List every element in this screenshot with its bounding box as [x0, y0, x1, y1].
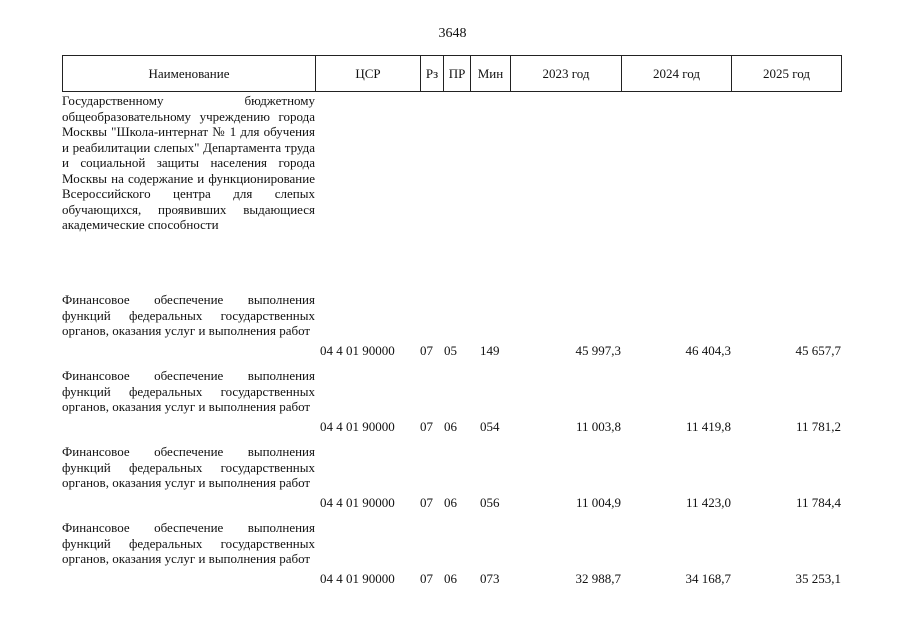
header-rz: Рз: [421, 56, 444, 92]
cell-2024: 11 419,8: [685, 419, 731, 434]
row-name: Финансовое обеспечение выполнения функций федеральных государственных органов, оказания услуг и выполнения работ: [62, 292, 315, 338]
cell-min: 054: [480, 419, 500, 434]
cell-pr: 06: [444, 571, 457, 586]
cell-min: 149: [480, 343, 500, 358]
intro-text: Государственному бюджетному общеобразовательному учреждению города Москвы "Школа-интернат № 1 для обучения и реабилитации слепых" Департамента труда и социальной защиты населения города Москвы на содержание и функционирование Всероссийского центра для слепых обучающихся, проявивших выдающиеся академические способности: [62, 93, 315, 232]
row-values: [62, 571, 841, 587]
cell-csr: 04 4 01 90000: [320, 571, 395, 586]
cell-csr: 04 4 01 90000: [320, 495, 395, 510]
cell-2023: 32 988,7: [575, 571, 621, 586]
page-number: 3648: [438, 26, 467, 41]
row-name: Финансовое обеспечение выполнения функций федеральных государственных органов, оказания услуг и выполнения работ: [62, 444, 315, 490]
row-values: [62, 343, 841, 359]
cell-2025: 11 781,2: [795, 419, 841, 434]
cell-2023: 45 997,3: [575, 343, 621, 358]
table-header: [62, 55, 842, 92]
cell-pr: 06: [444, 495, 457, 510]
cell-rz: 07: [420, 495, 433, 510]
header-2023: 2023 год: [511, 56, 622, 92]
header-name: Наименование: [63, 56, 316, 92]
row-values: [62, 495, 841, 511]
cell-csr: 04 4 01 90000: [320, 419, 395, 434]
cell-2025: 11 784,4: [795, 495, 841, 510]
row-values: [62, 419, 841, 435]
cell-rz: 07: [420, 419, 433, 434]
header-row: [63, 56, 842, 92]
cell-2024: 46 404,3: [685, 343, 731, 358]
cell-min: 073: [480, 571, 500, 586]
header-csr: ЦСР: [316, 56, 421, 92]
cell-2025: 45 657,7: [795, 343, 841, 358]
cell-2023: 11 004,9: [575, 495, 621, 510]
header-2024: 2024 год: [622, 56, 732, 92]
cell-2025: 35 253,1: [795, 571, 841, 586]
cell-rz: 07: [420, 343, 433, 358]
cell-pr: 06: [444, 419, 457, 434]
header-min: Мин: [471, 56, 511, 92]
cell-2024: 11 423,0: [685, 495, 731, 510]
row-name: Финансовое обеспечение выполнения функций федеральных государственных органов, оказания услуг и выполнения работ: [62, 368, 315, 414]
cell-csr: 04 4 01 90000: [320, 343, 395, 358]
header-pr: ПР: [444, 56, 471, 92]
row-name: Финансовое обеспечение выполнения функций федеральных государственных органов, оказания услуг и выполнения работ: [62, 520, 315, 566]
cell-2024: 34 168,7: [685, 571, 731, 586]
cell-rz: 07: [420, 571, 433, 586]
cell-pr: 05: [444, 343, 457, 358]
header-2025: 2025 год: [732, 56, 842, 92]
cell-min: 056: [480, 495, 500, 510]
cell-2023: 11 003,8: [575, 419, 621, 434]
